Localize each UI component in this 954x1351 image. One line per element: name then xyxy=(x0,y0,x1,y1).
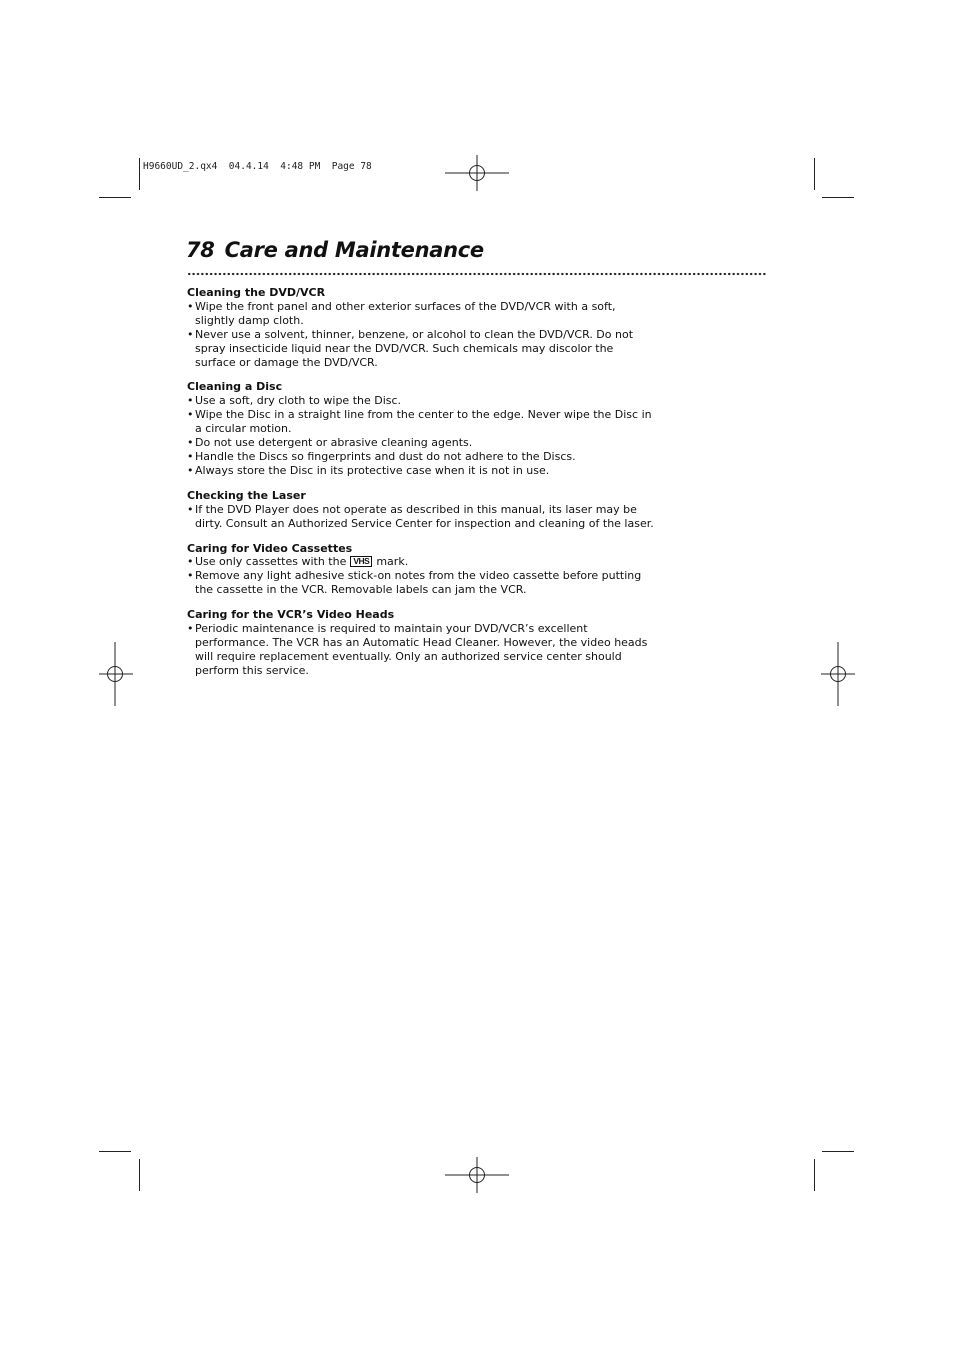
crop-mark xyxy=(139,158,140,190)
section-caring-video-cassettes xyxy=(187,542,657,598)
bullet-list xyxy=(187,622,657,678)
bullet-list xyxy=(187,394,657,477)
list-item: • If the DVD Player does not operate as described in this manual, its laser may be dirty. Consult an Authorized Service Center for inspection and cleaning of the laser. xyxy=(187,503,657,531)
list-item: • Remove any light adhesive stick-on notes from the video cassette before putting the cassette in the VCR. Removable labels can jam the VCR. xyxy=(187,569,657,597)
registration-mark-bottom-icon xyxy=(445,1157,509,1193)
section-checking-laser xyxy=(187,489,657,531)
registration-mark-top-icon xyxy=(445,155,509,191)
section-heading: Caring for the VCR’s Video Heads xyxy=(187,608,395,622)
section-cleaning-disc xyxy=(187,380,657,477)
section-heading: Caring for Video Cassettes xyxy=(187,541,353,555)
list-item: • Periodic maintenance is required to maintain your DVD/VCR’s excellent performance. The VCR has an Automatic Head Cleaner. However, the video heads will require replacement eventually. Only an authorized service center should perform this service. xyxy=(187,622,657,678)
vhs-logo-icon xyxy=(350,556,372,567)
registration-mark-left-icon xyxy=(99,642,133,706)
bullet-list xyxy=(187,300,657,370)
page-number: 78 xyxy=(186,238,215,262)
section-cleaning-dvd-vcr xyxy=(187,286,657,369)
section-heading: Cleaning the DVD/VCR xyxy=(187,286,326,299)
list-item: • Wipe the front panel and other exterior surfaces of the DVD/VCR with a soft, slightly damp cloth. xyxy=(187,300,657,328)
bullet-list xyxy=(187,503,657,531)
crop-mark xyxy=(139,1159,140,1191)
vhs-item-text-before: Use only cassettes with the xyxy=(195,555,347,569)
list-item: • Never use a solvent, thinner, benzene, or alcohol to clean the DVD/VCR. Do not spray insecticide liquid near the DVD/VCR. Such chemicals may discolor the surface or damage the DVD/VCR. xyxy=(187,328,657,370)
crop-mark xyxy=(822,197,854,198)
list-item: • Always store the Disc in its protective case when it is not in use. xyxy=(187,464,657,478)
crop-mark xyxy=(99,1151,131,1152)
list-item: • Do not use detergent or abrasive cleaning agents. xyxy=(187,436,657,450)
section-caring-video-heads xyxy=(187,608,657,678)
registration-mark-right-icon xyxy=(821,642,855,706)
crop-mark xyxy=(814,1159,815,1191)
list-item xyxy=(187,555,657,569)
dotted-divider xyxy=(187,272,767,276)
main-content xyxy=(187,286,657,689)
crop-mark xyxy=(822,1151,854,1152)
list-item: • Wipe the Disc in a straight line from the center to the edge. Never wipe the Disc in a circular motion. xyxy=(187,408,657,436)
section-heading: Checking the Laser xyxy=(187,488,306,502)
list-item: • Use a soft, dry cloth to wipe the Disc. xyxy=(187,394,657,408)
section-heading: Cleaning a Disc xyxy=(187,380,283,394)
vhs-item-text-after: mark. xyxy=(376,555,409,569)
page-title-text: Care and Maintenance xyxy=(224,238,484,262)
crop-mark xyxy=(814,158,815,190)
vhs-logo-text: VHS xyxy=(353,556,370,567)
print-slug: H9660UD_2.qx4 04.4.14 4:48 PM Page 78 xyxy=(143,161,372,172)
page-title xyxy=(186,238,484,262)
bullet-list xyxy=(187,555,657,597)
list-item: • Handle the Discs so fingerprints and dust do not adhere to the Discs. xyxy=(187,450,657,464)
crop-mark xyxy=(99,197,131,198)
